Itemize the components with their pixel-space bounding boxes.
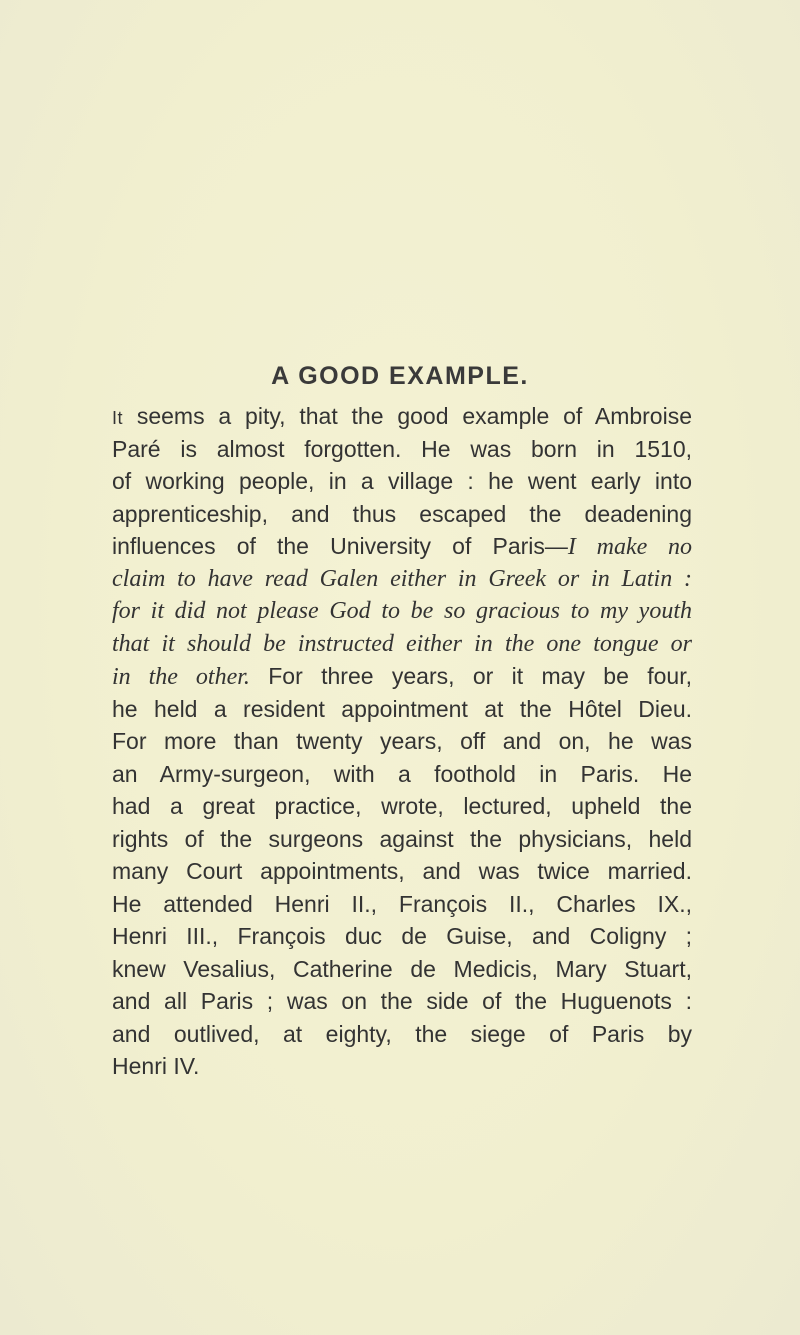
text-line: had a great practice, wrote, lectured, upheld the [112, 793, 692, 819]
italic-quote-line: claim to have read Galen either in Greek or in Latin : [112, 565, 692, 592]
text-line: rights of the surgeons against the physicians, held [112, 825, 692, 852]
text-line: in the other. For three years, or it may be four, [112, 663, 692, 690]
text-line: knew Vesalius, Catherine de Medicis, Mary Stuart, [112, 955, 692, 982]
italic-quote-line: that it should be instructed either in the one tongue or [112, 630, 692, 657]
text-line: an Army-surgeon, with a foothold in Paris. He [112, 760, 692, 787]
text-line: For more than twenty years, off and on, he was [112, 728, 692, 754]
italic-quote: in the other. [112, 664, 250, 690]
text-line: many Court appointments, and was twice married. [112, 858, 692, 884]
italic-quote-line: for it did not please God to be so gracious to my youth [112, 598, 692, 624]
text-line: Henri IV. [112, 1053, 200, 1079]
text-line: apprenticeship, and thus escaped the deadening [112, 500, 692, 527]
text-line: and outlived, at eighty, the siege of Paris by [112, 1020, 692, 1047]
text-line: It seems a pity, that the good example of Ambroise [112, 403, 692, 429]
chapter-title: A GOOD EXAMPLE. [271, 362, 529, 390]
body-paragraph [112, 400, 692, 1083]
text-line: He attended Henri II., François II., Charles IX., [112, 890, 692, 917]
text-line: influences of the University of Paris—I make no [112, 533, 692, 560]
italic-quote: I make no [567, 534, 692, 560]
text-line: Paré is almost forgotten. He was born in 1510, [112, 435, 692, 462]
text-line: Henri III., François duc de Guise, and Coligny ; [112, 923, 692, 949]
drop-cap: It [112, 408, 124, 428]
text-line: and all Paris ; was on the side of the Huguenots : [112, 988, 692, 1014]
text-line: of working people, in a village : he went early into [112, 468, 692, 494]
text-line: he held a resident appointment at the Hôtel Dieu. [112, 695, 692, 722]
